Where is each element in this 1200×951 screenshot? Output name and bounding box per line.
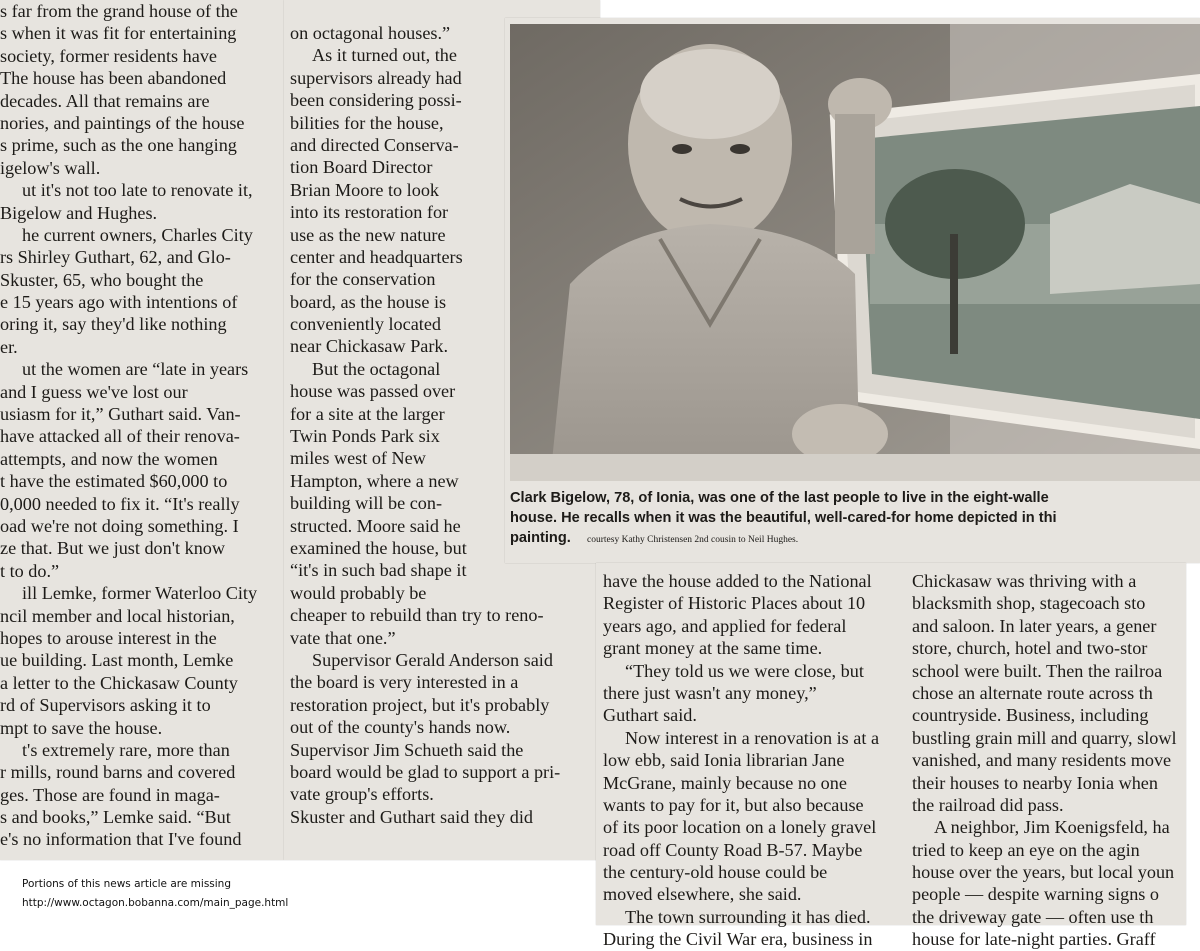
article-line: ut the women are “late in years bbox=[22, 359, 249, 380]
article-line: board would be glad to support a pri- bbox=[290, 761, 561, 782]
article-line: rs Shirley Guthart, 62, and Glo- bbox=[0, 247, 231, 268]
article-line: school were built. Then the railroa bbox=[912, 660, 1163, 681]
article-line: tried to keep an eye on the agin bbox=[912, 839, 1140, 860]
article-line: store, church, hotel and two-stor bbox=[912, 638, 1148, 659]
article-line: would probably be bbox=[290, 582, 427, 603]
article-line: into its restoration for bbox=[290, 202, 449, 223]
article-line: vanished, and many residents move bbox=[912, 750, 1172, 771]
article-line: bustling grain mill and quarry, slowl bbox=[912, 727, 1177, 748]
article-line: for the conservation bbox=[290, 269, 436, 290]
article-line: decades. All that remains are bbox=[0, 90, 210, 111]
article-line: As it turned out, the bbox=[312, 45, 457, 66]
article-line: moved elsewhere, she said. bbox=[603, 884, 802, 905]
article-line: ill Lemke, former Waterloo City bbox=[22, 583, 258, 604]
article-line: low ebb, said Ionia librarian Jane bbox=[603, 750, 845, 771]
article-line: and I guess we've lost our bbox=[0, 381, 188, 402]
article-line: Hampton, where a new bbox=[290, 470, 459, 491]
article-line: “it's in such bad shape it bbox=[290, 560, 467, 581]
article-line: hopes to arouse interest in the bbox=[0, 627, 217, 648]
article-line: oad we're not doing something. I bbox=[0, 515, 239, 536]
article-line: examined the house, but bbox=[290, 537, 467, 558]
article-line: Chickasaw was thriving with a bbox=[912, 571, 1137, 591]
article-line: conveniently located bbox=[290, 314, 441, 335]
article-line: the board is very interested in a bbox=[290, 672, 519, 693]
article-line: The house has been abandoned bbox=[0, 68, 227, 89]
article-line: house over the years, but local youn bbox=[912, 862, 1175, 883]
article-line: their houses to nearby Ionia when bbox=[912, 772, 1158, 793]
article-line: tion Board Director bbox=[290, 157, 433, 178]
article-line: Skuster and Guthart said they did bbox=[290, 806, 533, 827]
caption-line-3: painting. bbox=[510, 530, 571, 546]
article-line: But the octagonal bbox=[312, 358, 441, 379]
article-line: “They told us we were close, but bbox=[625, 660, 864, 681]
article-line: countryside. Business, including bbox=[912, 705, 1149, 726]
article-line: s prime, such as the one hanging bbox=[0, 135, 237, 156]
article-line: years ago, and applied for federal bbox=[603, 615, 847, 636]
article-line: ncil member and local historian, bbox=[0, 605, 235, 626]
article-line: center and headquarters bbox=[290, 246, 463, 267]
photo-caption bbox=[510, 488, 1200, 550]
article-line: there just wasn't any money,” bbox=[603, 682, 817, 703]
article-line: e 15 years ago with intentions of bbox=[0, 292, 238, 313]
article-line: ut it's not too late to renovate it, bbox=[22, 180, 253, 201]
article-line: vate group's efforts. bbox=[290, 784, 434, 805]
article-line: near Chickasaw Park. bbox=[290, 336, 449, 357]
article-line: McGrane, mainly because no one bbox=[603, 772, 847, 793]
article-line: oring it, say they'd like nothing bbox=[0, 314, 227, 335]
article-line: Brian Moore to look bbox=[290, 179, 440, 200]
article-line: use as the new nature bbox=[290, 224, 446, 245]
article-line: mpt to save the house. bbox=[0, 717, 163, 738]
article-line: structed. Moore said he bbox=[290, 515, 461, 536]
article-line: During the Civil War era, business in bbox=[603, 929, 873, 950]
article-line: ges. Those are found in maga- bbox=[0, 784, 220, 805]
caption-line-1: Clark Bigelow, 78, of Ionia, was one of the last people to live in the eight-walle bbox=[510, 490, 1049, 506]
article-line: 0,000 needed to fix it. “It's really bbox=[0, 493, 240, 514]
article-line: and directed Conserva- bbox=[290, 134, 459, 155]
article-line: ze that. But we just don't know bbox=[0, 538, 226, 559]
article-line: Now interest in a renovation is at a bbox=[625, 727, 880, 748]
article-line: blacksmith shop, stagecoach sto bbox=[912, 593, 1146, 614]
article-line: for a site at the larger bbox=[290, 403, 445, 424]
article-line: s when it was fit for entertaining bbox=[0, 23, 237, 44]
article-line: bilities for the house, bbox=[290, 112, 444, 133]
article-line: road off County Road B-57. Maybe bbox=[603, 839, 863, 860]
article-line: s far from the grand house of the bbox=[0, 1, 238, 21]
article-line: s and books,” Lemke said. “But bbox=[0, 807, 231, 828]
article-line: t to do.” bbox=[0, 560, 60, 581]
article-line: cheaper to rebuild than try to reno- bbox=[290, 605, 544, 626]
article-line: people — despite warning signs o bbox=[912, 884, 1160, 905]
photo-clark-bigelow bbox=[510, 24, 1200, 481]
article-column-4 bbox=[912, 570, 1186, 951]
article-line: Register of Historic Places about 10 bbox=[603, 593, 866, 614]
article-line: been considering possi- bbox=[290, 90, 462, 111]
article-line: restoration project, but it's probably bbox=[290, 694, 550, 715]
article-line: e's no information that I've found bbox=[0, 829, 242, 850]
article-column-1 bbox=[0, 0, 276, 851]
article-line: board, as the house is bbox=[290, 291, 447, 312]
article-line: er. bbox=[0, 336, 18, 357]
article-line: Supervisor Jim Schueth said the bbox=[290, 739, 524, 760]
article-line: have attacked all of their renova- bbox=[0, 426, 240, 447]
article-line: the railroad did pass. bbox=[912, 794, 1064, 815]
article-line: igelow's wall. bbox=[0, 157, 101, 178]
article-line: on octagonal houses.” bbox=[290, 23, 451, 43]
article-line: t's extremely rare, more than bbox=[22, 739, 230, 760]
missing-portions-note bbox=[22, 875, 288, 913]
article-line: the century-old house could be bbox=[603, 862, 828, 883]
article-line: Twin Ponds Park six bbox=[290, 426, 440, 447]
article-line: the driveway gate — often use th bbox=[912, 906, 1154, 927]
article-line: have the house added to the National bbox=[603, 571, 872, 591]
article-line: miles west of New bbox=[290, 448, 426, 469]
article-line: Bigelow and Hughes. bbox=[0, 202, 158, 223]
note-text: Portions of this news article are missing bbox=[22, 878, 232, 890]
article-line: vate that one.” bbox=[290, 627, 396, 648]
article-line: building will be con- bbox=[290, 493, 443, 514]
article-line: grant money at the same time. bbox=[603, 638, 823, 659]
article-line: society, former residents have bbox=[0, 45, 217, 66]
article-line: Skuster, 65, who bought the bbox=[0, 269, 204, 290]
article-line: chose an alternate route across th bbox=[912, 682, 1153, 703]
article-line: rd of Supervisors asking it to bbox=[0, 695, 211, 716]
article-line: of its poor location on a lonely gravel bbox=[603, 817, 877, 838]
article-line: a letter to the Chickasaw County bbox=[0, 672, 238, 693]
article-line: house for late-night parties. Graff bbox=[912, 929, 1156, 950]
article-line: he current owners, Charles City bbox=[22, 224, 253, 245]
article-line: A neighbor, Jim Koenigsfeld, ha bbox=[934, 817, 1170, 838]
article-line: Supervisor Gerald Anderson said bbox=[312, 649, 553, 670]
article-line: house was passed over bbox=[290, 381, 456, 402]
article-line: supervisors already had bbox=[290, 67, 462, 88]
photo-credit: courtesy Kathy Christensen 2nd cousin to Neil Hughes. bbox=[587, 535, 799, 545]
article-column-3 bbox=[603, 570, 901, 951]
article-line: nories, and paintings of the house bbox=[0, 112, 245, 133]
article-line: wants to pay for it, but also because bbox=[603, 794, 864, 815]
article-line: t have the estimated $60,000 to bbox=[0, 471, 228, 492]
article-line: Guthart said. bbox=[603, 705, 697, 726]
source-url[interactable]: http://www.octagon.bobanna.com/main_page.html bbox=[22, 897, 289, 909]
caption-line-2: house. He recalls when it was the beautiful, well-cared-for home depicted in thi bbox=[510, 510, 1057, 526]
article-line: attempts, and now the women bbox=[0, 448, 218, 469]
article-line: The town surrounding it has died. bbox=[625, 906, 871, 927]
article-line: usiasm for it,” Guthart said. Van- bbox=[0, 404, 241, 425]
article-line: r mills, round barns and covered bbox=[0, 762, 236, 783]
article-line: and saloon. In later years, a gener bbox=[912, 615, 1157, 636]
article-line: out of the county's hands now. bbox=[290, 717, 511, 738]
article-line: ue building. Last month, Lemke bbox=[0, 650, 234, 671]
